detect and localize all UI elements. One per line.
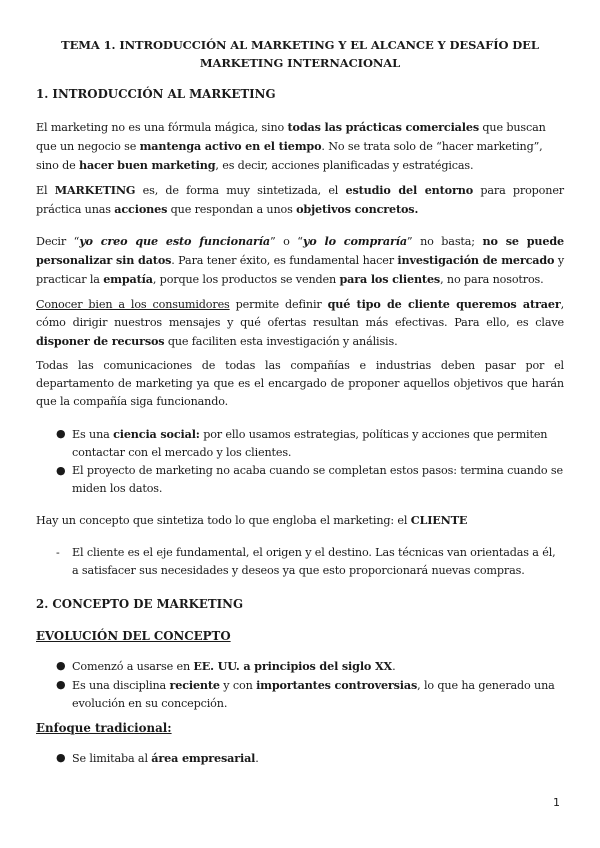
bullet-icon: ● (56, 678, 66, 691)
list-item: ● Es una disciplina reciente y con importantes controversias, lo que ha generado una evolución en su concepción. (56, 678, 555, 710)
bullet-icon: ● (56, 751, 66, 764)
list-item: ● Es una ciencia social: por ello usamos estrategias, políticas y acciones que permiten contactar con el mercado y los clientes. (56, 427, 548, 459)
section-2-heading: 2. CONCEPTO DE MARKETING (36, 597, 244, 611)
paragraph-marketing-definition: El marketing no es una fórmula mágica, sino todas las prácticas comerciales que buscan que un negocio se mantenga activo en el tiempo. No se trata solo de “hacer marketing”, sino de hacer buen marketing, es decir, acciones planificadas y estratégicas. (36, 120, 546, 172)
paragraph-know-consumers: Conocer bien a los consumidores permite definir qué tipo de cliente queremos atraer, cómo dirigir nuestros mensajes y qué ofertas resultan más efectivas. Para ello, es clave disponer de recursos que faciliten esta investigación y análisis. (36, 297, 564, 348)
paragraph-communications: Todas las comunicaciones de todas las compañías e industrias deben pasar por el departamento de marketing ya que es el encargado de proponer aquellos objetivos que harán que la compañía siga funcionando. (36, 359, 564, 408)
paragraph-marketing-summary: El MARKETING es, de forma muy sintetizada, el estudio del entorno para proponer práctica unas acciones que respondan a unos objetivos concretos. (36, 183, 564, 216)
list-item: ● Se limitaba al área empresarial. (56, 751, 259, 765)
paragraph-data-personalization: Decir “yo creo que esto funcionaría” o “yo lo compraría” no basta; no se puede personalizar sin datos. Para tener éxito, es fundamental hacer investigación de mercado y practicar la empatía, porque los productos se venden para los clientes, no para nosotros. (36, 234, 564, 286)
subheading-concept-evolution: EVOLUCIÓN DEL CONCEPTO (36, 629, 231, 643)
bullet-list-traditional (36, 749, 564, 768)
subheading-traditional-approach: Enfoque tradicional: (36, 721, 172, 735)
paragraph-client-concept: Hay un concepto que sintetiza todo lo que engloba el marketing: el CLIENTE (36, 513, 468, 527)
bullet-icon: ● (56, 659, 66, 672)
list-item: ● Comenzó a usarse en EE. UU. a principios del siglo XX. (56, 659, 396, 673)
document-title: TEMA 1. INTRODUCCIÓN AL MARKETING Y EL ALCANCE Y DESAFÍO DEL MARKETING INTERNACIONAL (61, 38, 539, 70)
bullet-icon: ● (56, 464, 66, 477)
bullet-list-evolution (36, 657, 564, 713)
bullet-list-social-science (36, 425, 564, 498)
page-number: 1 (553, 796, 560, 809)
dash-icon: - (56, 546, 60, 559)
list-item: ● El proyecto de marketing no acaba cuando se completan estos pasos: termina cuando se miden los datos. (56, 464, 563, 495)
list-item: - El cliente es el eje fundamental, el origen y el destino. Las técnicas van orientadas a él, a satisfacer sus necesidades y deseos ya que esto proporcionará nuevas compras. (56, 546, 556, 577)
section-1-heading: 1. INTRODUCCIÓN AL MARKETING (36, 87, 276, 101)
bullet-icon: ● (56, 427, 66, 440)
dash-list-client (36, 544, 564, 580)
